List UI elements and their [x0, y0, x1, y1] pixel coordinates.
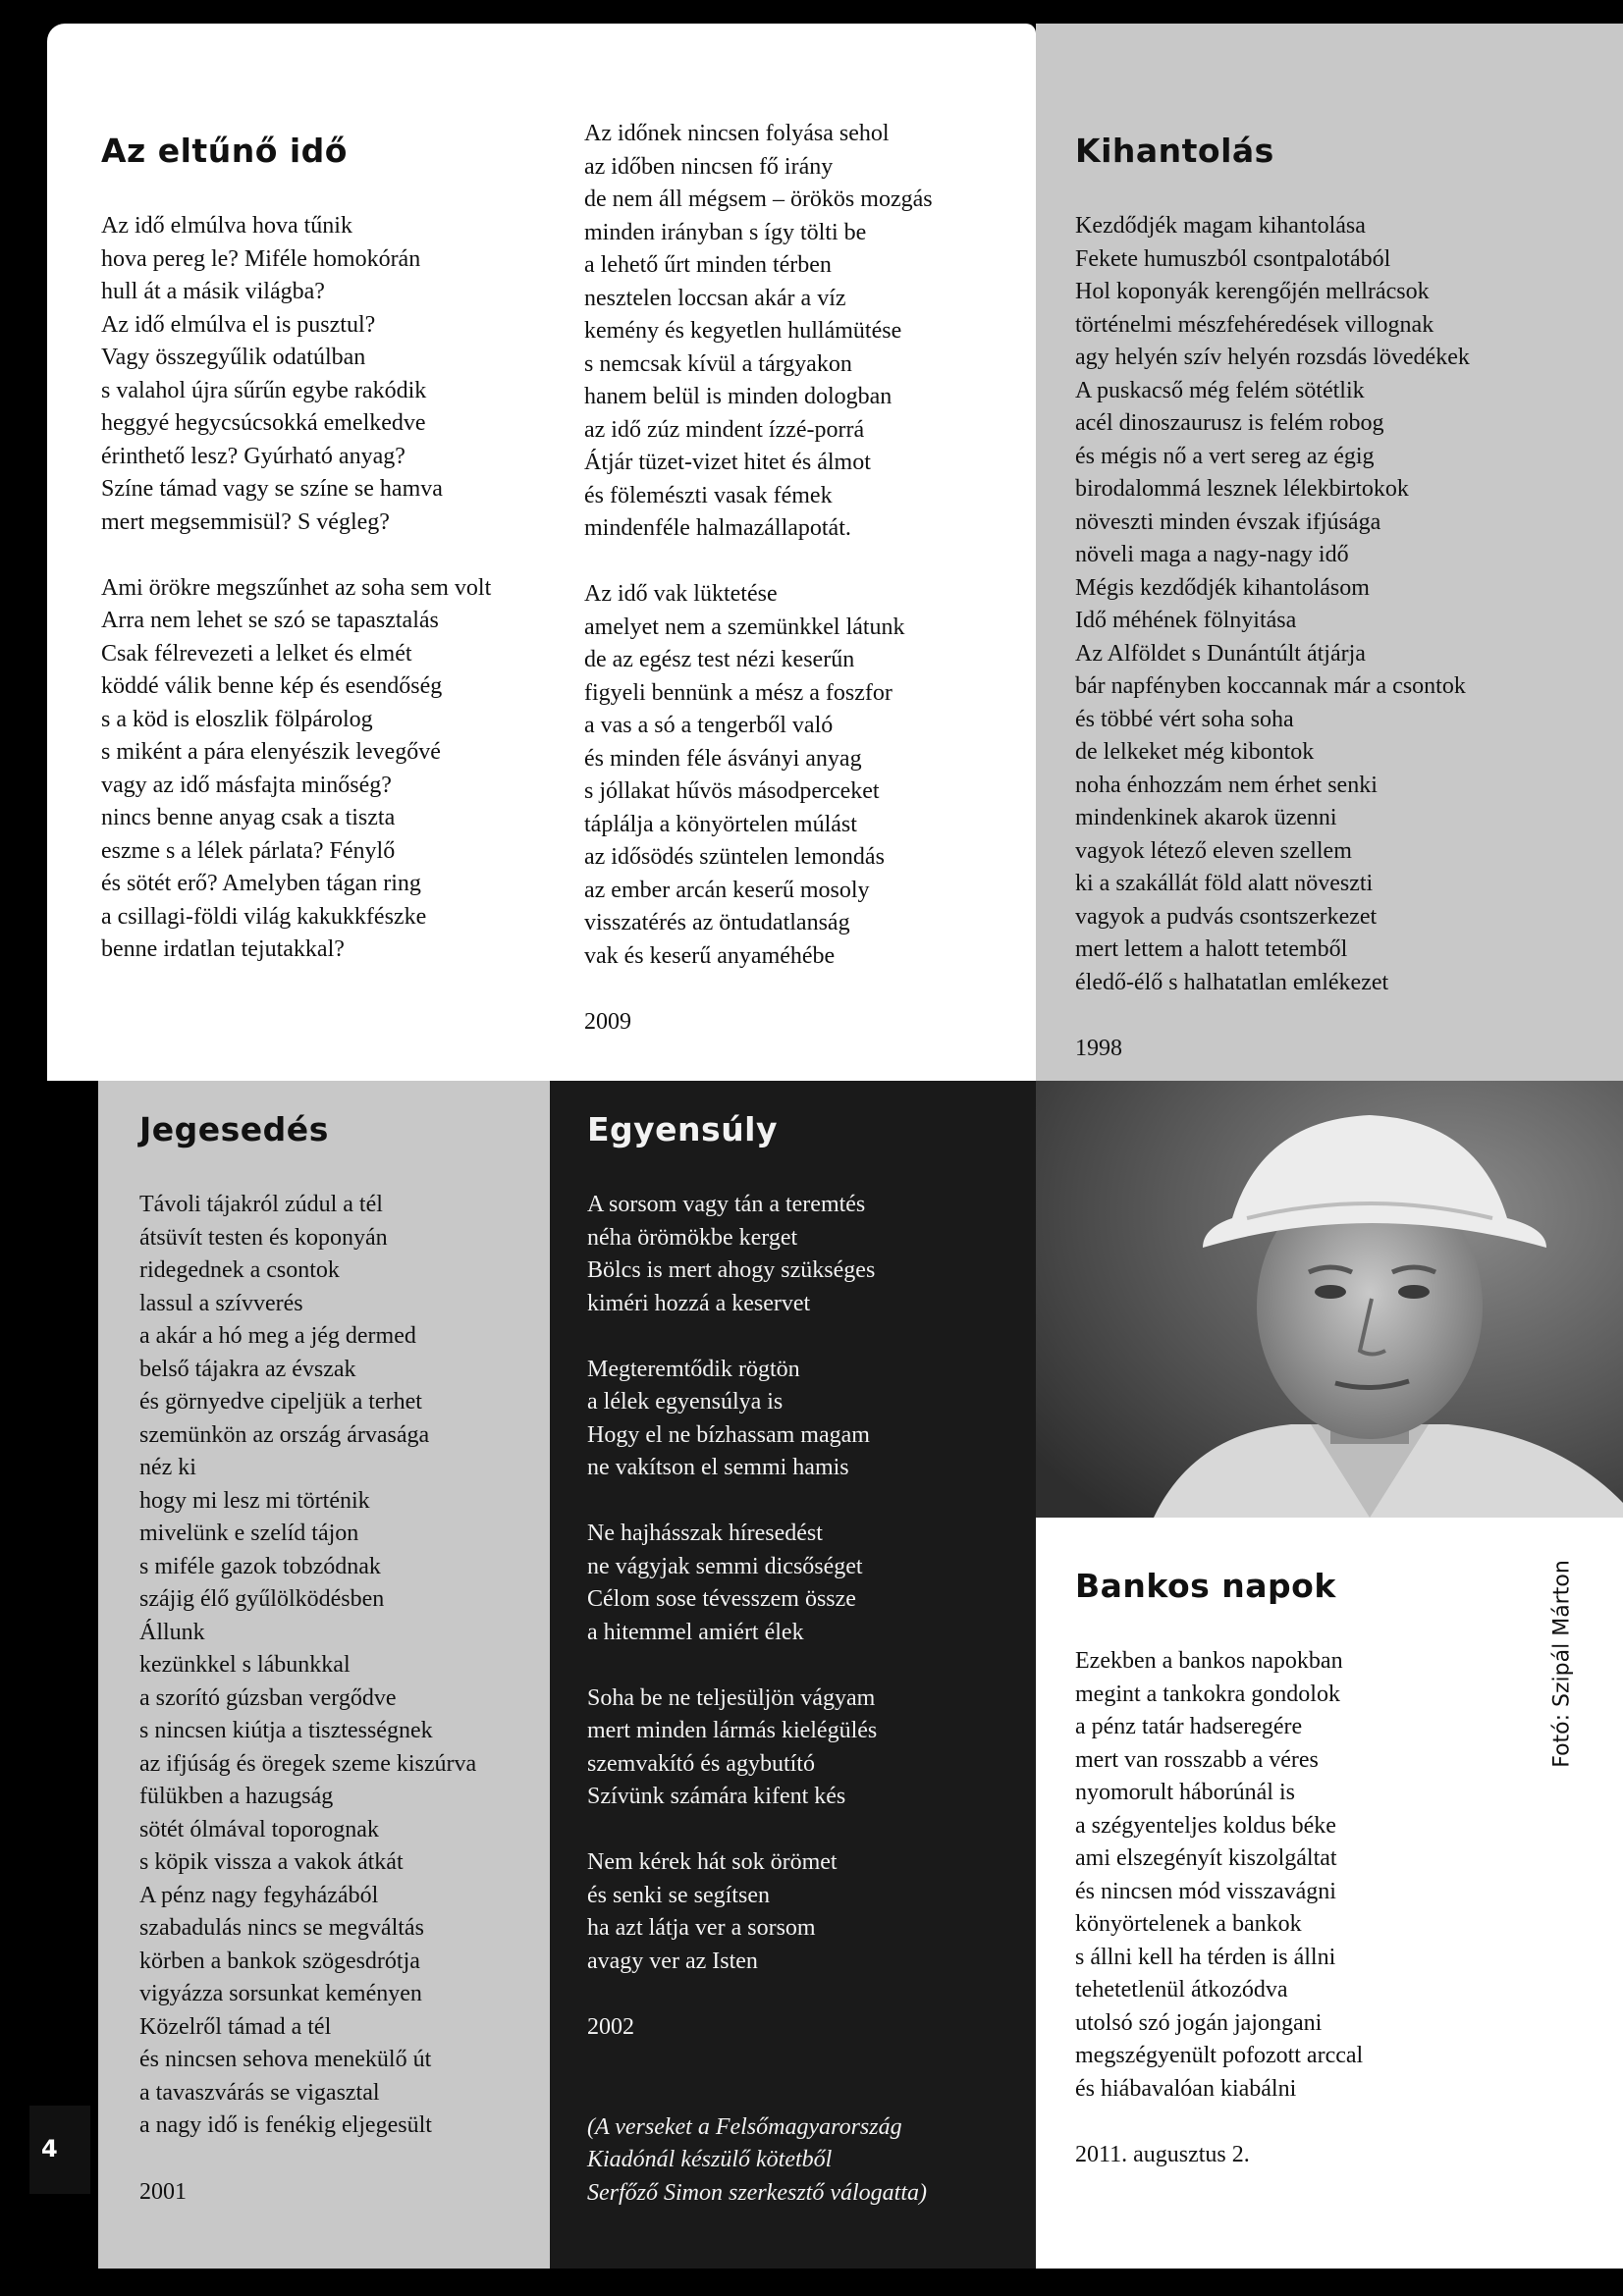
poem-year: 1998	[1075, 1036, 1122, 1061]
poem-text-continuation: Az időnek nincsen folyása sehol az időben nincsen fő irány de nem áll mégsem – örökös mozgás minden irányban s így tölti be a lehető űrt minden térben nesztelen loccsan akár a víz kemény és kegyetlen hullámütése s nemcsak kívül a tárgyakon hanem belül is minden dologban az idő zúz mindent ízzé-porrá Átjár tüzet-vizet hitet és álmot és fölemészti vasak fémek mindenféle halmazállapotát. Az idő vak lüktetése amelyet nem a szemünkkel látunk de az egész test nézi keserűn figyeli bennünk a mész a foszfor a vas a só a tengerből való és minden féle ásványi anyag s jóllakat hűvös másodperceket táplálja a könyörtelen múlást az idősödés szüntelen lemondás az ember arcán keserű mosoly visszatérés az öntudatlanság vak és keserű anyaméhébe	[584, 121, 933, 969]
poem-kihantolas	[1075, 132, 1605, 1066]
poem-az-eltuno-ido-column-2	[584, 118, 1016, 1040]
poem-text: Az idő elmúlva hova tűnik hova pereg le? Miféle homokórán hull át a másik világba? Az idő elmúlva el is pusztul? Vagy összegyűlik odatúlban s valahol újra sűrűn egybe rakódik heggyé hegycsúcsokká emelkedve érinthető lesz? Gyúrható anyag? Színe támad vagy se színe se hamva mert megsemmisül? S végleg? Ami örökre megszűnhet az soha sem volt Arra nem lehet se szó se tapasztalás Csak félrevezeti a lelket és elmét köddé válik benne kép és esendőség s a köd is eloszlik fölpárolog s miként a pára elenyészik levegővé vagy az idő másfajta minőség? nincs benne anyag csak a tiszta eszme s a lélek párlata? Fénylő és sötét erő? Amelyben tágan ring a csillagi-földi világ kakukkfészke benne irdatlan tejutakkal?	[101, 213, 492, 962]
portrait-illustration	[1036, 1081, 1623, 1518]
photo-credit: Fotó: Szipál Márton	[1549, 1560, 1575, 1768]
poem-year: 2001	[139, 2178, 187, 2205]
poem-text: A sorsom vagy tán a teremtés néha örömökbe kerget Bölcs is mert ahogy szükséges kiméri hozzá a keservet Megteremtődik rögtön a lélek egyensúlya is Hogy el ne bízhassam magam ne vakítson el semmi hamis Ne hajhásszak híresedést ne vágyjak semmi dicsőséget Célom sose tévesszem össze a hitemmel amiért élek Soha be ne teljesüljön vágyam mert minden lármás kielégülés szemvakító és agybutító Szívünk számára kifent kés Nem kérek hát sok örömet és senki se segítsen ha azt látja ver a sorsom avagy ver az Isten	[587, 1192, 878, 1974]
page-number: 4	[41, 2135, 58, 2163]
page-number-badge	[29, 2106, 90, 2194]
poem-bankos-napok	[1075, 1567, 1586, 2172]
poem-title: Bankos napok	[1075, 1567, 1336, 1605]
author-photo	[1036, 1081, 1623, 1518]
poem-text: Távoli tájakról zúdul a tél átsüvít testen és koponyán ridegednek a csontok lassul a szívverés a akár a hó meg a jég dermed belső tájakra az évszak és görnyedve cipeljük a terhet szemünkön az ország árvasága néz ki hogy mi lesz mi történik mivelünk e szelíd tájon s miféle gazok tobzódnak szájig élő gyűlölködésben Állunk kezünkkel s lábunkkal a szorító gúzsban vergődve s nincsen kiútja a tisztességnek az ifjúság és öregek szeme kiszúrva fülükben a hazugság sötét ólmával toporognak s köpik vissza a vakok átkát A pénz nagy fegyházából szabadulás nincs se megváltás körben a bankok szögesdrótja vigyázza sorsunkat keményen Közelről támad a tél és nincsen sehova menekülő út a tavaszvárás se vigasztal a nagy idő is fenékig eljegesült	[139, 1192, 477, 2138]
poem-text: Kezdődjék magam kihantolása Fekete humuszból csontpalotából Hol koponyák kerengőjén mellrácsok történelmi mészfehéredések villognak agy helyén szív helyén rozsdás lövedékek A puskacső még felém sötétlik acél dinoszaurusz is felém robog és mégis nő a vert sereg az égig birodalommá lesznek lélekbirtokok növeszti minden évszak ifjúsága növeli maga a nagy-nagy idő Mégis kezdődjék kihantolásom Idő méhének fölnyitása Az Alföldet s Dunántúlt átjárja bár napfényben koccannak már a csontok és többé vért soha soha de lelkeket még kibontok noha énhozzám nem érhet senki mindenkinek akarok üzenni vagyok létező eleven szellem ki a szakállát föld alatt növeszti vagyok a pudvás csontszerkezet mert lettem a halott tetemből éledő-élő s halhatatlan emlékezet	[1075, 213, 1470, 995]
poem-year: 2011. augusztus 2.	[1075, 2142, 1250, 2167]
panel-egyensuly	[550, 1081, 1036, 2269]
poem-year: 2002	[587, 2014, 634, 2040]
poem-title: Kihantolás	[1075, 132, 1274, 170]
poem-title: Jegesedés	[139, 1110, 329, 1148]
panel-bankos-napok	[1036, 1518, 1623, 2269]
poem-jegesedes	[139, 1110, 542, 2209]
panel-jegesedes	[98, 1081, 550, 2269]
poem-title: Egyensúly	[587, 1110, 779, 1148]
poem-text: Ezekben a bankos napokban megint a tankokra gondolok a pénz tatár hadseregére mert van rosszabb a véres nyomorult háborúnál is a szégyenteljes koldus béke ami elszegényít kiszolgáltat és nincsen mód visszavágni könyörtelenek a bankok s állni kell ha térden is állni tehetetlenül átkozódva utolsó szó jogán jajongani megszégyenült pofozott arccal és hiábavalóan kiabálni	[1075, 1648, 1364, 2102]
poem-az-eltuno-ido-column-1	[101, 132, 612, 967]
panel-az-eltuno-ido	[47, 24, 1036, 1081]
selection-credit: (A verseket a Felsőmagyarország Kiadónál készülő kötetből Serfőző Simon szerkesztő válogatta)	[587, 2113, 927, 2206]
poem-title: Az eltűnő idő	[101, 132, 348, 170]
poem-year: 2009	[584, 1009, 631, 1035]
panel-kihantolas	[1036, 24, 1623, 1081]
poem-egyensuly	[587, 1110, 1029, 2210]
